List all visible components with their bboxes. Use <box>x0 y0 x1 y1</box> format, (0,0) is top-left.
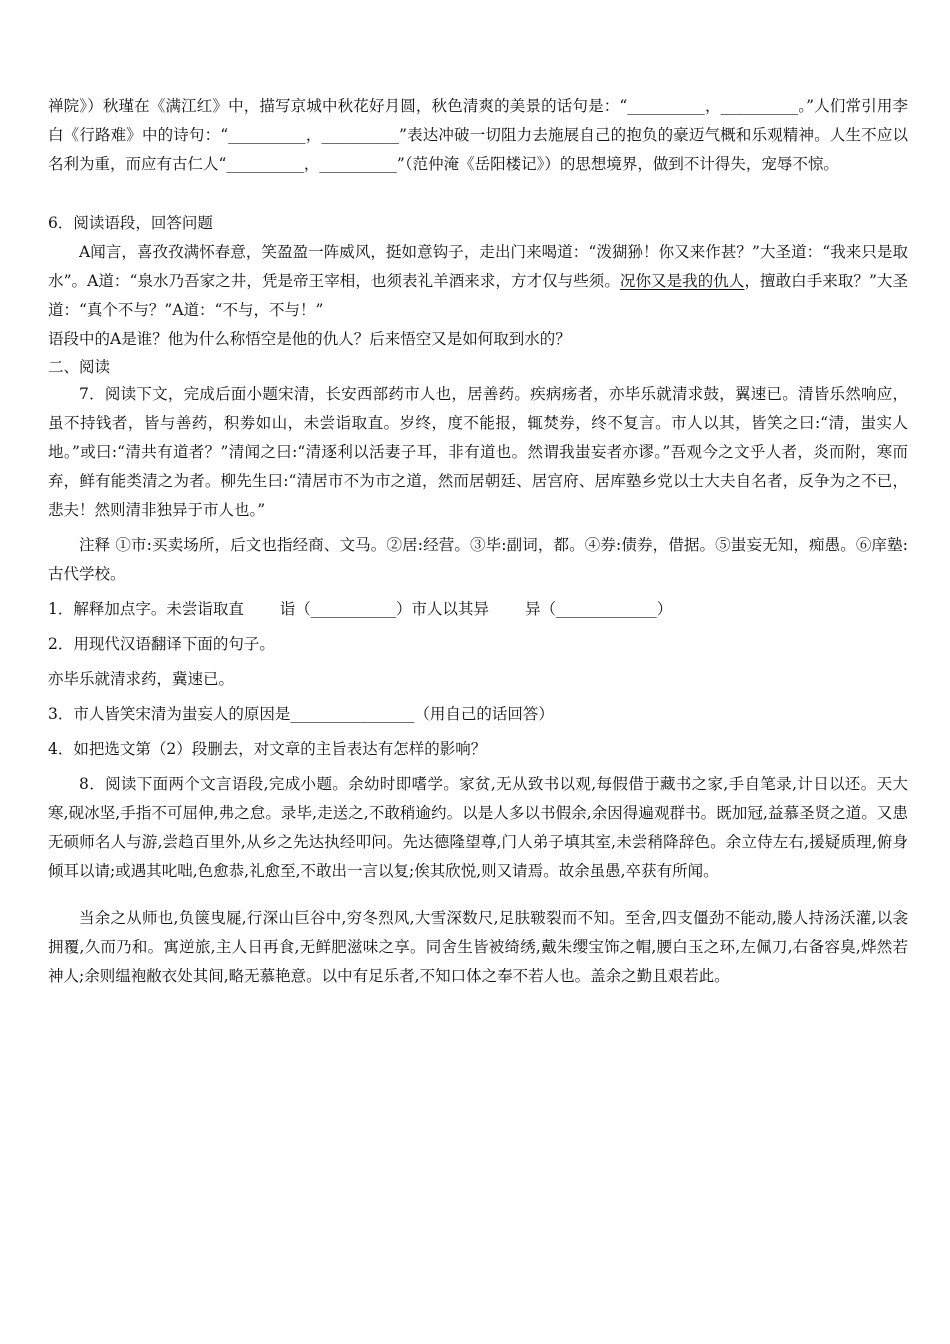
document-page <box>48 92 908 991</box>
q7-sub4: 4．如把选文第（2）段删去，对文章的主旨表达有怎样的影响？ <box>48 740 487 758</box>
q7-sub2-sentence: 亦毕乐就清求药，冀速已。 <box>48 670 235 688</box>
q8-paragraph-2: 当余之从师也,负箧曳屣,行深山巨谷中,穷冬烈风,大雪深数尺,足肤皲裂而不知。至舍,四支僵劲不能动,媵人持汤沃灌,以衾拥覆,久而乃和。寓逆旅,主人日再食,无鲜肥滋味之享。同舍生皆被绮绣,戴朱缨宝饰之帽,腰白玉之环,左佩刀,右备容臭,烨然若神人;余则缊袍敝衣处其间,略无慕艳意。以中有足乐者,不知口体之奉不若人也。盖余之勤且艰若此。 <box>48 909 908 985</box>
q6-question: 语段中的A是谁？他为什么称悟空是他的仇人？后来悟空又是如何取到水的？ <box>48 330 571 348</box>
q6-underlined-sentence: 况你又是我的仇人 <box>619 272 745 290</box>
q5-paragraph: 禅院》）秋瑾在《满江红》中，描写京城中秋花好月圆，秋色清爽的美景的话句是：“__________，__________。”人们常引用李白《行路难》中的诗句：“__________，__________”表达冲破一切阻力去施展自己的抱负的豪迈气概和乐观精神。人生不应以名利为重，而应有古仁人“__________，__________”（范仲淹《岳阳楼记》）的思想境界，做到不计得失，宠辱不惊。 <box>48 97 908 173</box>
q7-sub2: 2．用现代汉语翻译下面的句子。 <box>48 635 275 653</box>
q7-notes: 注释 ①市:买卖场所，后文也指经商、文马。②居:经营。③毕:副词，都。④券:债券，借据。⑤蚩妄无知，痴愚。⑥庠塾:古代学校。 <box>48 536 908 583</box>
q6-passage <box>48 238 908 325</box>
q7-passage: 7．阅读下文，完成后面小题宋清，长安西部药市人也，居善药。疾病疡者，亦毕乐就清求鼓，翼速已。清皆乐然响应，虽不持钱者，皆与善药，积劵如山，未尝诣取直。岁终，度不能报，辄焚券，终不复言。市人以其，皆笑之曰:“清，蚩实人地。”或曰:“清共有道者？”清闻之曰:“清逐利以活妻子耳，非有道也。然谓我蚩妄者亦谬。”吾观今之文乎人者，炎而附，寒而弃，鲜有能类清之为者。柳先生曰:“清居市不为市之道，然而居朝廷、居宫府、居库塾乡党以士大夫自名者，反争为之不已，悲夫！然则清非独异于市人也。” <box>48 385 908 519</box>
q7-sub3: 3．市人皆笑宋清为蚩妄人的原因是________________（用自己的话回答） <box>48 705 554 723</box>
q7-sub1: 1．解释加点字。未尝诣取直 诣（___________）市人以其异 异（_____________） <box>48 600 673 618</box>
q8-paragraph-1: 8．阅读下面两个文言语段,完成小题。余幼时即嗜学。家贫,无从致书以观,每假借于藏书之家,手自笔录,计日以还。天大寒,砚冰坚,手指不可屈伸,弗之怠。录毕,走送之,不敢稍逾约。以是人多以书假余,余因得遍观群书。既加冠,益慕圣贤之道。又患无硕师名人与游,尝趋百里外,从乡之先达执经叩问。先达德隆望尊,门人弟子填其室,未尝稍降辞色。余立侍左右,援疑质理,俯身倾耳以请;或遇其叱咄,色愈恭,礼愈至,不敢出一言以复;俟其欣悦,则又请焉。故余虽愚,卒获有所闻。 <box>48 775 908 880</box>
q6-passage-part1: A闻言，喜孜孜满怀春意，笑盈盈一阵威风，挺如意钩子，走出门来喝道：“泼猢狲！你又来作甚？”大圣道：“我来只是取水”。A道：“泉水乃吾家之井，凭是帝王宰相，也须表礼羊酒来求，方才仅与些须。 <box>48 243 908 290</box>
section-title-reading: 二、阅读 <box>48 358 111 376</box>
q6-title: 6．阅读语段，回答问题 <box>48 214 213 232</box>
q6-passage-part2: ，擅敢白手来取？”大圣道：“真个不与？”A道：“不与，不与！” <box>48 272 908 319</box>
